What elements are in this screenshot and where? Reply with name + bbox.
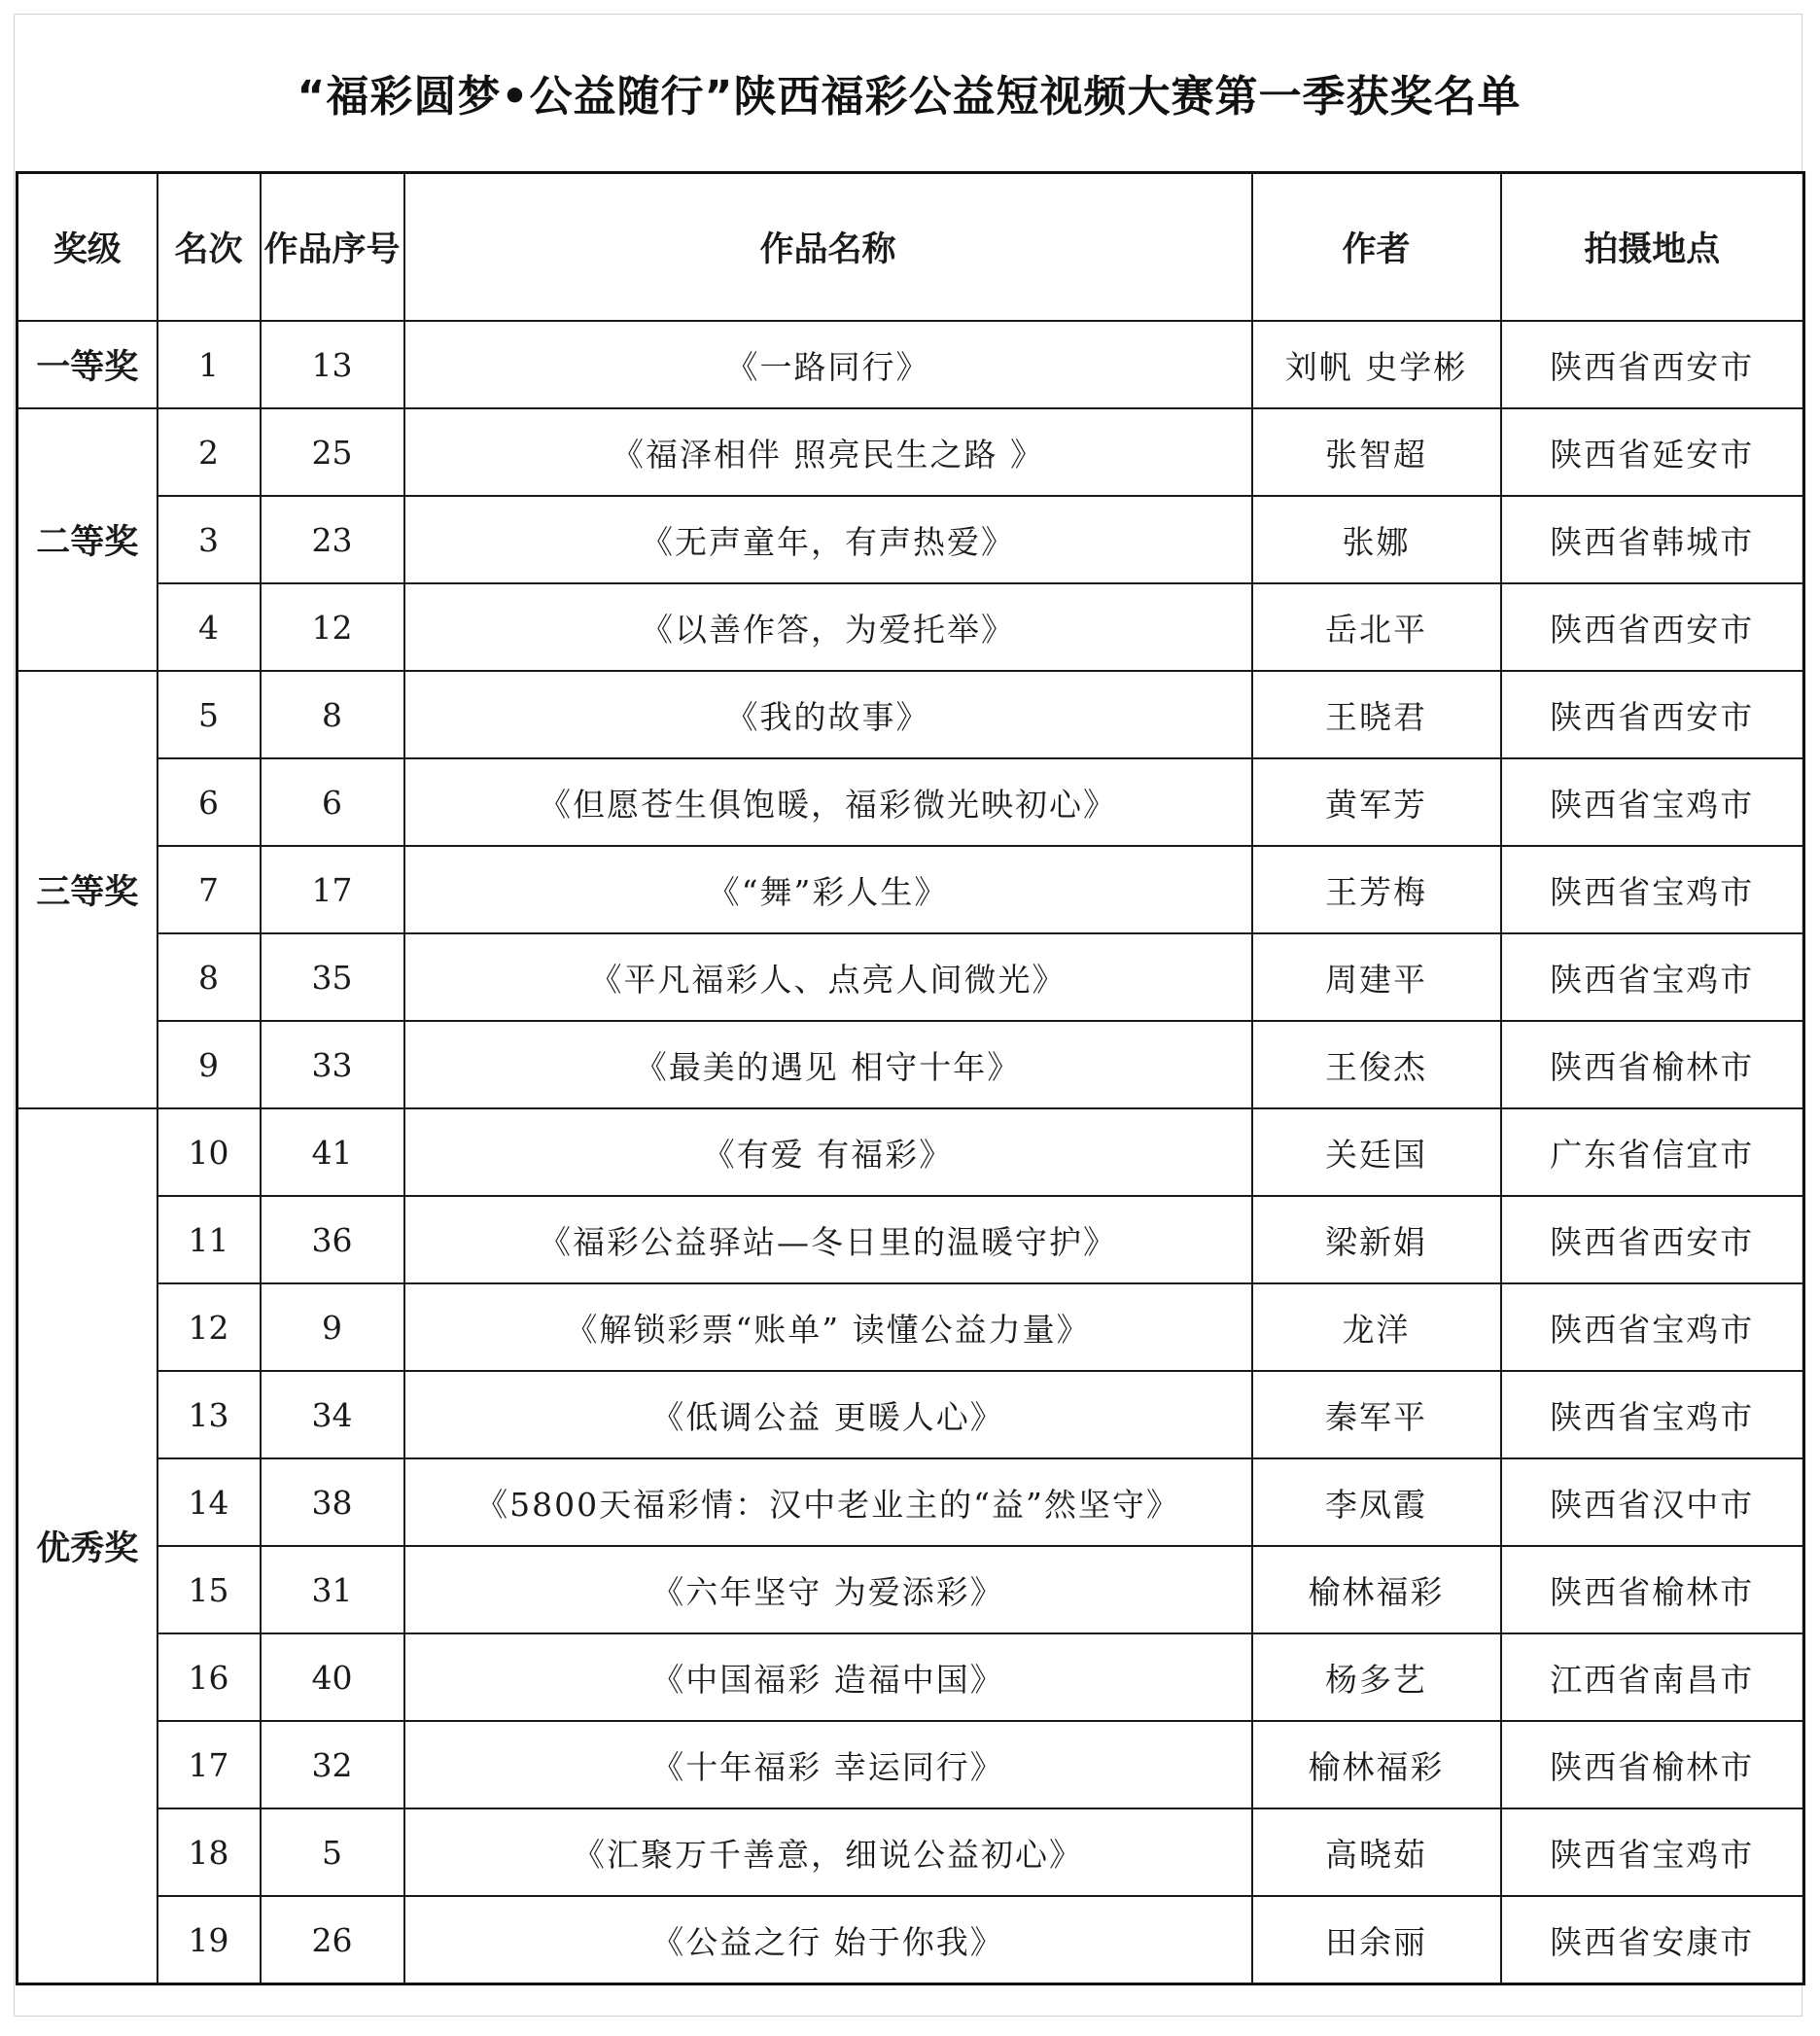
table-row <box>18 1896 1804 1984</box>
author-cell: 关廷国 <box>1252 1108 1501 1196</box>
serial-cell: 17 <box>261 846 404 933</box>
rank-cell: 14 <box>158 1458 261 1546</box>
location-cell: 陕西省宝鸡市 <box>1501 1808 1804 1896</box>
serial-cell: 9 <box>261 1283 404 1371</box>
rank-cell: 4 <box>158 583 261 671</box>
author-cell: 张娜 <box>1252 496 1501 583</box>
serial-cell: 26 <box>261 1896 404 1984</box>
location-cell: 陕西省西安市 <box>1501 321 1804 408</box>
header-level: 奖级 <box>18 173 158 322</box>
author-cell: 梁新娟 <box>1252 1196 1501 1283</box>
serial-cell: 33 <box>261 1021 404 1108</box>
author-cell: 高晓茹 <box>1252 1808 1501 1896</box>
serial-cell: 32 <box>261 1721 404 1808</box>
author-cell: 榆林福彩 <box>1252 1546 1501 1633</box>
work-title-cell: 《但愿苍生俱饱暖，福彩微光映初心》 <box>404 758 1252 846</box>
rank-cell: 9 <box>158 1021 261 1108</box>
author-cell: 田余丽 <box>1252 1896 1501 1984</box>
serial-cell: 13 <box>261 321 404 408</box>
work-title-cell: 《我的故事》 <box>404 671 1252 758</box>
table-row <box>18 1371 1804 1458</box>
work-title-cell: 《低调公益 更暖人心》 <box>404 1371 1252 1458</box>
table-row <box>18 1108 1804 1196</box>
location-cell: 陕西省延安市 <box>1501 408 1804 496</box>
location-cell: 江西省南昌市 <box>1501 1633 1804 1721</box>
table-row <box>18 1458 1804 1546</box>
rank-cell: 17 <box>158 1721 261 1808</box>
rank-cell: 19 <box>158 1896 261 1984</box>
work-title-cell: 《以善作答，为爱托举》 <box>404 583 1252 671</box>
serial-cell: 36 <box>261 1196 404 1283</box>
author-cell: 王芳梅 <box>1252 846 1501 933</box>
serial-cell: 34 <box>261 1371 404 1458</box>
table-row <box>18 933 1804 1021</box>
location-cell: 陕西省安康市 <box>1501 1896 1804 1984</box>
award-level-cell: 一等奖 <box>18 321 158 408</box>
serial-cell: 5 <box>261 1808 404 1896</box>
author-cell: 张智超 <box>1252 408 1501 496</box>
rank-cell: 3 <box>158 496 261 583</box>
location-cell: 陕西省榆林市 <box>1501 1721 1804 1808</box>
location-cell: 陕西省西安市 <box>1501 583 1804 671</box>
table-row <box>18 758 1804 846</box>
work-title-cell: 《福彩公益驿站—冬日里的温暖守护》 <box>404 1196 1252 1283</box>
header-row <box>18 173 1804 322</box>
rank-cell: 11 <box>158 1196 261 1283</box>
location-cell: 广东省信宜市 <box>1501 1108 1804 1196</box>
rank-cell: 1 <box>158 321 261 408</box>
work-title-cell: 《无声童年，有声热爱》 <box>404 496 1252 583</box>
awards-body <box>18 321 1804 1984</box>
location-cell: 陕西省宝鸡市 <box>1501 933 1804 1021</box>
table-row <box>18 1546 1804 1633</box>
award-level-cell: 二等奖 <box>18 408 158 671</box>
award-level-cell: 优秀奖 <box>18 1108 158 1984</box>
header-place: 拍摄地点 <box>1501 173 1804 322</box>
serial-cell: 40 <box>261 1633 404 1721</box>
work-title-cell: 《十年福彩 幸运同行》 <box>404 1721 1252 1808</box>
author-cell: 黄军芳 <box>1252 758 1501 846</box>
author-cell: 龙洋 <box>1252 1283 1501 1371</box>
work-title-cell: 《六年坚守 为爱添彩》 <box>404 1546 1252 1633</box>
table-row <box>18 1196 1804 1283</box>
award-level-cell: 三等奖 <box>18 671 158 1108</box>
rank-cell: 15 <box>158 1546 261 1633</box>
author-cell: 岳北平 <box>1252 583 1501 671</box>
awards-table <box>16 171 1805 1985</box>
rank-cell: 10 <box>158 1108 261 1196</box>
serial-cell: 8 <box>261 671 404 758</box>
table-row <box>18 846 1804 933</box>
author-cell: 王俊杰 <box>1252 1021 1501 1108</box>
location-cell: 陕西省宝鸡市 <box>1501 758 1804 846</box>
rank-cell: 2 <box>158 408 261 496</box>
title-band <box>16 16 1802 169</box>
location-cell: 陕西省西安市 <box>1501 1196 1804 1283</box>
rank-cell: 7 <box>158 846 261 933</box>
document-title: “福彩圆梦•公益随行”陕西福彩公益短视频大赛第一季获奖名单 <box>297 72 1522 122</box>
author-cell: 李凤霞 <box>1252 1458 1501 1546</box>
author-cell: 秦军平 <box>1252 1371 1501 1458</box>
table-row <box>18 1283 1804 1371</box>
location-cell: 陕西省榆林市 <box>1501 1546 1804 1633</box>
serial-cell: 31 <box>261 1546 404 1633</box>
work-title-cell: 《有爱 有福彩》 <box>404 1108 1252 1196</box>
table-row <box>18 1633 1804 1721</box>
rank-cell: 8 <box>158 933 261 1021</box>
work-title-cell: 《一路同行》 <box>404 321 1252 408</box>
author-cell: 杨多艺 <box>1252 1633 1501 1721</box>
location-cell: 陕西省西安市 <box>1501 671 1804 758</box>
serial-cell: 35 <box>261 933 404 1021</box>
table-row <box>18 583 1804 671</box>
rank-cell: 16 <box>158 1633 261 1721</box>
header-rank: 名次 <box>158 173 261 322</box>
work-title-cell: 《5800天福彩情：汉中老业主的“益”然坚守》 <box>404 1458 1252 1546</box>
serial-cell: 23 <box>261 496 404 583</box>
location-cell: 陕西省汉中市 <box>1501 1458 1804 1546</box>
author-cell: 刘帆 史学彬 <box>1252 321 1501 408</box>
serial-cell: 25 <box>261 408 404 496</box>
header-work: 作品名称 <box>404 173 1252 322</box>
serial-cell: 12 <box>261 583 404 671</box>
serial-cell: 41 <box>261 1108 404 1196</box>
location-cell: 陕西省榆林市 <box>1501 1021 1804 1108</box>
work-title-cell: 《平凡福彩人、点亮人间微光》 <box>404 933 1252 1021</box>
rank-cell: 18 <box>158 1808 261 1896</box>
work-title-cell: 《福泽相伴 照亮民生之路 》 <box>404 408 1252 496</box>
work-title-cell: 《最美的遇见 相守十年》 <box>404 1021 1252 1108</box>
serial-cell: 38 <box>261 1458 404 1546</box>
work-title-cell: 《解锁彩票“账单” 读懂公益力量》 <box>404 1283 1252 1371</box>
work-title-cell: 《汇聚万千善意，细说公益初心》 <box>404 1808 1252 1896</box>
table-row <box>18 1808 1804 1896</box>
author-cell: 榆林福彩 <box>1252 1721 1501 1808</box>
table-row <box>18 321 1804 408</box>
work-title-cell: 《“舞”彩人生》 <box>404 846 1252 933</box>
author-cell: 周建平 <box>1252 933 1501 1021</box>
rank-cell: 13 <box>158 1371 261 1458</box>
rank-cell: 12 <box>158 1283 261 1371</box>
rank-cell: 5 <box>158 671 261 758</box>
table-row <box>18 1721 1804 1808</box>
location-cell: 陕西省韩城市 <box>1501 496 1804 583</box>
table-row <box>18 671 1804 758</box>
location-cell: 陕西省宝鸡市 <box>1501 846 1804 933</box>
table-row <box>18 1021 1804 1108</box>
table-row <box>18 408 1804 496</box>
author-cell: 王晓君 <box>1252 671 1501 758</box>
table-row <box>18 496 1804 583</box>
header-author: 作者 <box>1252 173 1501 322</box>
rank-cell: 6 <box>158 758 261 846</box>
work-title-cell: 《公益之行 始于你我》 <box>404 1896 1252 1984</box>
header-serial: 作品序号 <box>261 173 404 322</box>
location-cell: 陕西省宝鸡市 <box>1501 1371 1804 1458</box>
location-cell: 陕西省宝鸡市 <box>1501 1283 1804 1371</box>
serial-cell: 6 <box>261 758 404 846</box>
work-title-cell: 《中国福彩 造福中国》 <box>404 1633 1252 1721</box>
